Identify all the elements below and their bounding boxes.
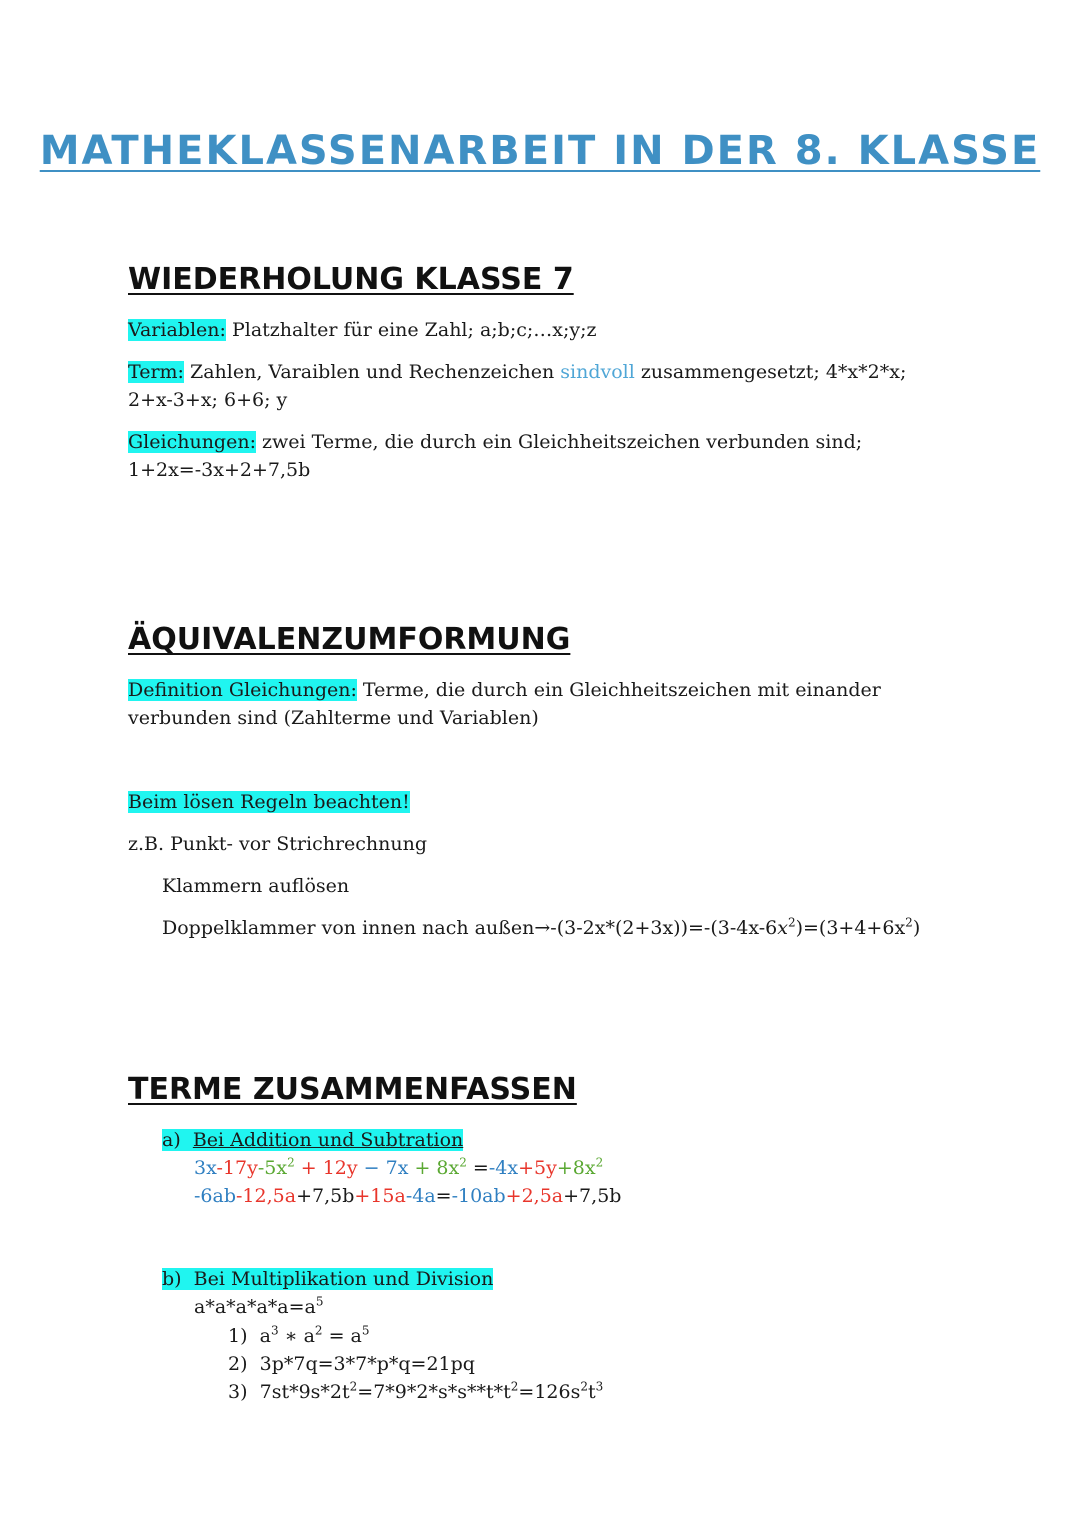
text-gleichungen: zwei Terme, die durch ein Gleichheitszeichen verbunden sind; 1+2x=-3x+2+7,5b	[128, 431, 863, 481]
equation-line-1	[194, 1155, 603, 1182]
example-3-formula-b: )=(3+4+6x	[795, 917, 906, 939]
subheading-a-highlight	[162, 1129, 463, 1151]
term: -10ab	[451, 1185, 506, 1207]
list-item	[228, 1378, 603, 1406]
exp: 2	[314, 1323, 323, 1338]
term: 3x	[194, 1157, 217, 1179]
example-3-formula-c: )	[912, 917, 921, 939]
exp: 2	[787, 915, 796, 930]
item-text: = a	[322, 1325, 362, 1347]
term: − 7x	[357, 1157, 409, 1179]
example-3-text: Doppelklammer von innen nach außen	[162, 917, 535, 939]
exp: 2	[459, 1155, 467, 1170]
section-heading-wiederholung: WIEDERHOLUNG KLASSE 7	[128, 262, 574, 297]
term: -12,5a	[236, 1185, 297, 1207]
example-3	[162, 914, 920, 942]
exp: 2	[595, 1155, 604, 1170]
item-text: 3p*7q=3*7*p*q=21pq	[259, 1353, 475, 1375]
subheading-b	[162, 1266, 493, 1293]
item-text: ∗ a	[278, 1325, 315, 1347]
label-definition: Definition Gleichungen:	[128, 679, 357, 701]
section-heading-terme: TERME ZUSAMMENFASSEN	[128, 1072, 577, 1107]
example-3-formula-a: -(3-2x*(2+3x))=-(3-4x-6	[550, 917, 778, 939]
paragraph-gleichungen	[128, 428, 948, 484]
paragraph-definition	[128, 676, 948, 732]
exp: 2	[349, 1379, 358, 1394]
item-text: t	[587, 1381, 596, 1403]
exp: 5	[315, 1294, 324, 1309]
exp: 3	[595, 1379, 604, 1394]
term: =	[435, 1185, 452, 1207]
example-2: Klammern auflösen	[162, 875, 350, 897]
exp: 2	[510, 1379, 519, 1394]
paragraph-term	[128, 358, 948, 414]
text-definition: Terme, die durch ein Gleichheitszeichen mit einander verbunden sind (Zahlterme und Variablen)	[128, 679, 881, 729]
example-1: z.B. Punkt- vor Strichrechnung	[128, 833, 428, 855]
list-item	[228, 1322, 370, 1350]
term: + 8x	[408, 1157, 460, 1179]
term: -17y	[216, 1157, 258, 1179]
item-text: 7st*9s*2t	[259, 1381, 350, 1403]
section-heading-aequivalenz: ÄQUIVALENZUMFORMUNG	[128, 622, 571, 657]
b-intro-text: a*a*a*a*a=a	[194, 1296, 316, 1318]
paragraph-rules	[128, 788, 948, 816]
text-term-link: sindvoll	[560, 361, 635, 383]
term: +2,5a	[505, 1185, 564, 1207]
subheading-a-marker: a)	[162, 1129, 181, 1151]
subheading-b-highlight	[162, 1268, 493, 1290]
equation-line-2	[194, 1183, 621, 1210]
term: -6ab	[194, 1185, 236, 1207]
text-variablen: Platzhalter für eine Zahl; a;b;c;…x;y;z	[225, 319, 597, 341]
exp: 2	[580, 1379, 588, 1394]
b-intro	[194, 1294, 324, 1321]
term: +7,5b	[563, 1185, 622, 1207]
subheading-a-label: Bei Addition und Subtration	[192, 1129, 464, 1151]
subheading-b-label: Bei Multiplikation und Division	[193, 1268, 494, 1290]
example-3-formula-x: x	[777, 917, 788, 939]
term: +8x	[556, 1157, 596, 1179]
term: +7,5b	[296, 1185, 355, 1207]
list-item	[228, 1350, 475, 1378]
page-title: MATHEKLASSENARBEIT IN DER 8. KLASSE	[39, 128, 1041, 174]
label-variablen: Variablen:	[128, 319, 226, 341]
item-text: =126s	[518, 1381, 581, 1403]
label-gleichungen: Gleichungen:	[128, 431, 256, 453]
exp: 5	[361, 1323, 370, 1338]
term: +15a	[354, 1185, 406, 1207]
item-number: 1)	[228, 1325, 248, 1347]
item-text: a	[259, 1325, 271, 1347]
arrow-icon: →	[534, 917, 551, 939]
term: -5x	[257, 1157, 288, 1179]
exp: 3	[270, 1323, 279, 1338]
exp: 2	[287, 1155, 295, 1170]
item-text: =7*9*2*s*s**t*t	[357, 1381, 511, 1403]
term: =	[466, 1157, 489, 1179]
item-number: 2)	[228, 1353, 248, 1375]
term: -4a	[405, 1185, 436, 1207]
subheading-a	[162, 1127, 463, 1154]
term: +5y	[518, 1157, 557, 1179]
text-term-1: Zahlen, Varaiblen und Rechenzeichen	[183, 361, 561, 383]
text-term-2: zusammengesetzt; 4*x*2*x; 2+x-3+x; 6+6; y	[128, 361, 907, 411]
subheading-b-marker: b)	[162, 1268, 182, 1290]
label-term: Term:	[128, 361, 184, 383]
paragraph-variablen	[128, 316, 948, 344]
exp: 2	[905, 915, 913, 930]
term: + 12y	[294, 1157, 358, 1179]
label-rules: Beim lösen Regeln beachten!	[128, 791, 410, 813]
term: -4x	[488, 1157, 519, 1179]
item-number: 3)	[228, 1381, 248, 1403]
